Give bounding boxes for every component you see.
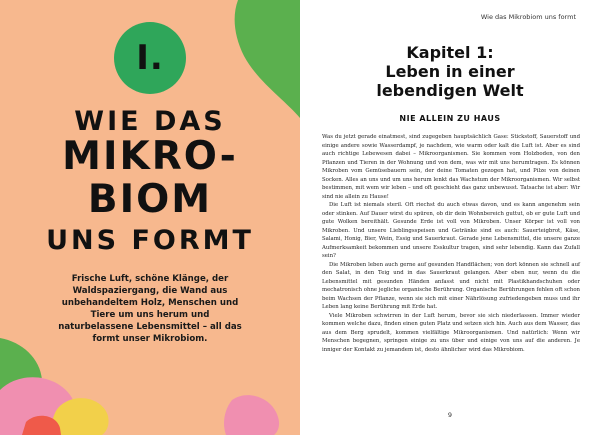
title-line-1: WIE DAS	[74, 106, 226, 137]
chapter-intro: Frische Luft, schöne Klänge, der Waldspaziergang, die Wand aus unbehandeltem Holz, Menschen und Tiere um uns herum und naturbelassene Lebensmittel – all das formt unser Mikrobiom.	[58, 274, 242, 344]
chapter-title-line-3: lebendigen Welt	[376, 81, 524, 100]
right-page	[300, 0, 600, 435]
paragraph: Die Mikroben leben auch gerne auf gesunden Handflächen; von dort können sie schnell auf den Salat, in den Teig und in das Sauerkraut gelangen. Aber eben nur, wenn du die Lebensmittel mit gesunden Händen anfasst und nicht mit Plastikhandschuhen oder mechatronisch ohne jegliche organische Berührung. Organische Berührungen fehlen oft schon beim Wachsen der Pflanze, wenn sie sich mit einer Nährlösung zufriedengeben muss und ihr Leben lang keine Berührung mit Erde hat.	[322, 261, 580, 310]
title-line-4: UNS FORMT	[46, 225, 254, 256]
green-blob-top-right	[235, 0, 300, 118]
pink-blob-bottom-right	[224, 395, 279, 435]
body-text	[322, 133, 580, 354]
chapter-number-badge	[114, 22, 186, 94]
chapter-title-line-2: Leben in einer	[385, 62, 515, 81]
paragraph: Viele Mikroben schwirren in der Luft herum, bevor sie sich niederlassen. Immer wieder kommen welche dazu, finden einen guten Platz und setzen sich hin. Auch aus dem Wasser, das aus dem Berg sprudelt, kommen vielfältige Mikroorganismen. Und natürlich: Wenn wir Menschen begegnen, springen einige zu uns über und einige von uns auf die anderen. Je inniger der Kontakt zu jemandem ist, desto ähnlicher wird das Mikrobiom.	[322, 312, 580, 353]
title-line-3: BIOM	[87, 177, 213, 222]
running-head: Wie das Mikrobiom uns formt	[480, 13, 576, 21]
paragraph: Was du jetzt gerade einatmest, sind zugegeben hauptsächlich Gase: Stickstoff, Sauerstoff und einige andere sowie Wasserdampf, je nachdem, wie warm oder kalt die Luft ist. Aber es sind auch richtige Lebewesen dabei – Mikroorganismen. Sie kommen vom Holzboden, von den Pflanzen und Tieren in der Wohnung und von dem, was wir mit uns herumtragen. Es können Mikroben vom Gemüsebauern sein, der deine Tomaten gezogen hat, und Pilze von deinen Socken. Alles an uns und um uns herum lenkt das Wachstum der Mikroorganismen. Wir selbst bestimmen, mit wem wir leben – und oft geschieht das ganz unbewusst. Tatsache ist aber: Wir sind nie allein zu Hause!	[322, 134, 580, 200]
title-line-2: MIKRO-	[62, 134, 238, 179]
chapter-title-line-1: Kapitel 1:	[406, 43, 494, 62]
page-number: 9	[447, 411, 453, 419]
chapter-number: I.	[136, 38, 164, 78]
paragraph: Die Luft ist niemals steril. Oft riechst du auch etwas davon, und es kann angenehm sein oder stinken. Auf Dauer wirst du spüren, ob dir dein Wohnbereich guttut, ob er gute Luft und gute Wolken bereithält. Gesunde Erde ist voll von Mikroben. Unser Körper ist voll von Mikroben. Und unsere Lieblingsspeisen und Getränke sind es auch: Sauerteigbrot, Käse, Salami, Honig, Bier, Wein, Essig und Sauerkraut. Gerade jene Lebensmittel, die unsere ganze Aufmerksamkeit bekommen und unsere Esskultur tragen, sind sehr lebendig. Kann das Zufall sein?	[322, 202, 580, 259]
section-heading: NIE ALLEIN ZU HAUS	[399, 114, 501, 123]
